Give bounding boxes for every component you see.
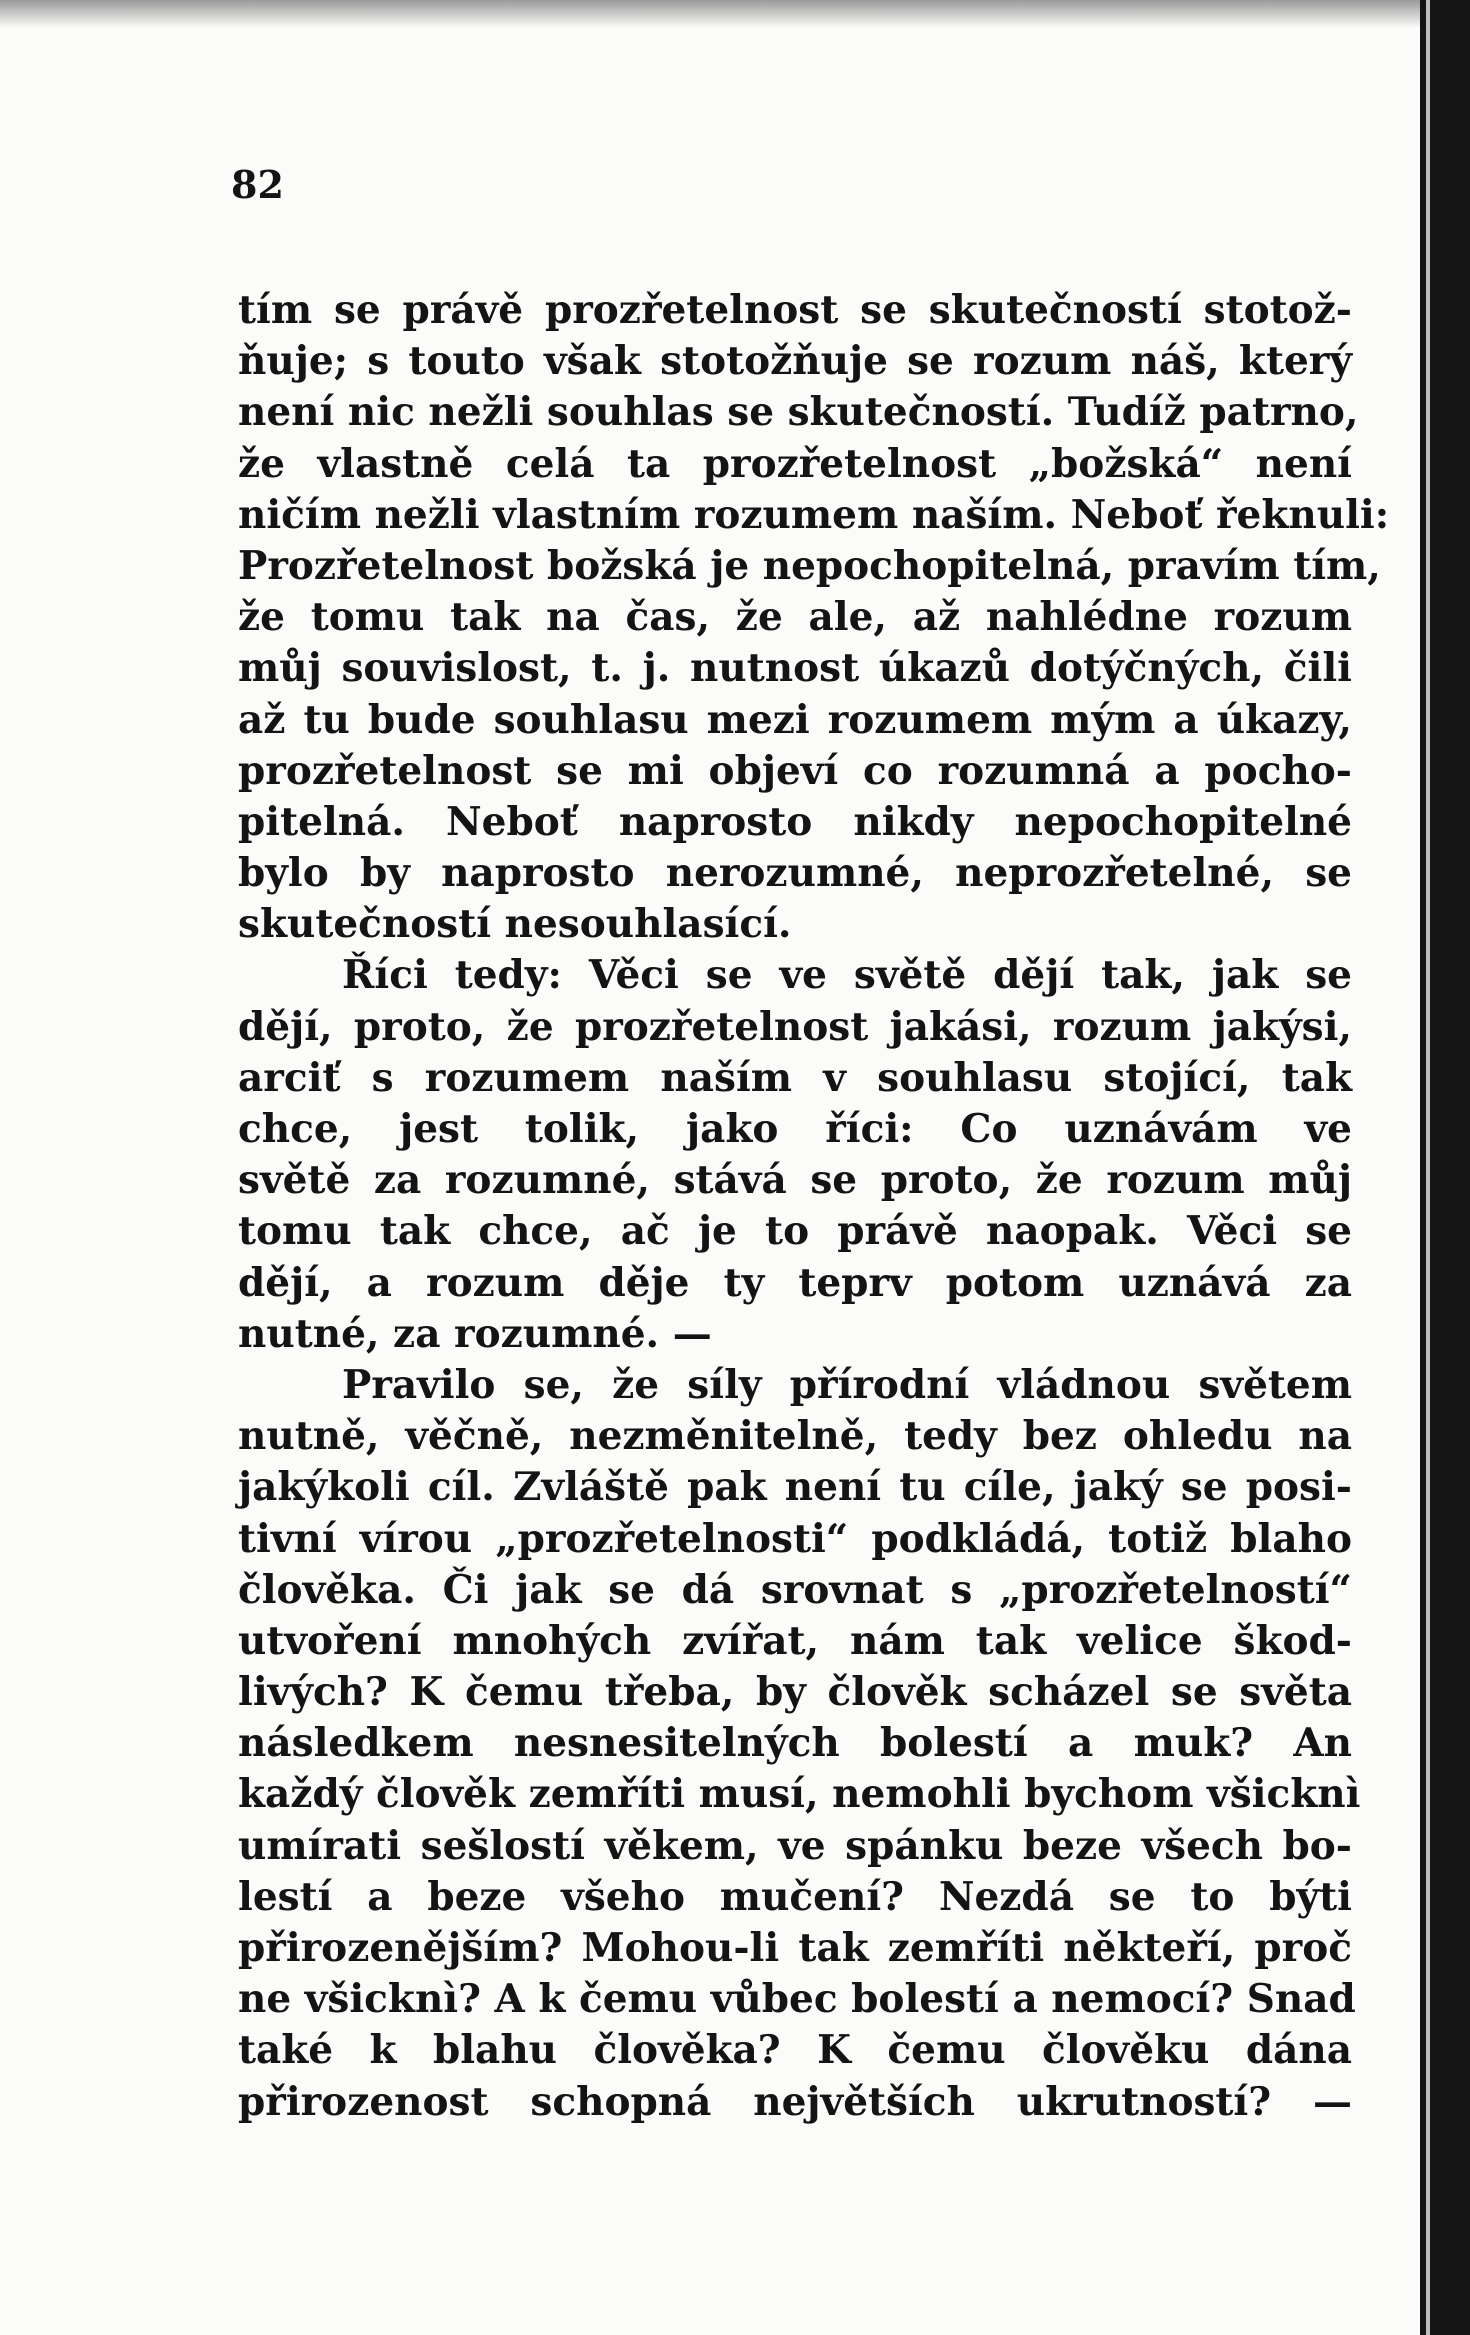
- text-line: že vlastně celá ta prozřetelnost „božská“ není: [238, 440, 1352, 487]
- text-line: nutné, za rozumné. —: [238, 1310, 712, 1357]
- text-line: jakýkoli cíl. Zvláště pak není tu cíle, jaký se posi-: [238, 1464, 1352, 1511]
- body-text: [238, 285, 1390, 2128]
- text-line: prozřetelnost se mi objeví co rozumná a pocho-: [238, 747, 1352, 794]
- spine-highlight: [1426, 0, 1430, 2335]
- text-line: chce, jest tolik, jako říci: Co uznávám ve: [238, 1106, 1352, 1152]
- text-line: můj souvislost, t. j. nutnost úkazů dotýčných, čili: [238, 645, 1352, 692]
- text-line: světě za rozumné, stává se proto, že rozum můj: [238, 1157, 1352, 1204]
- text-line: utvoření mnohých zvířat, nám tak velice škod-: [238, 1617, 1352, 1664]
- text-line: až tu bude souhlasu mezi rozumem mým a úkazy,: [238, 696, 1352, 743]
- text-line: člověka. Či jak se dá srovnat s „prozřetelností“: [238, 1566, 1352, 1613]
- text-line: skutečností nesouhlasící.: [238, 901, 792, 948]
- text-line: ňuje; s touto však stotožňuje se rozum náš, který: [238, 338, 1352, 385]
- text-line: bylo by naprosto nerozumné, neprozřetelné, se: [238, 850, 1352, 897]
- text-line: tivní vírou „prozřetelnosti“ podkládá, totiž blaho: [238, 1515, 1352, 1562]
- text-line: následkem nesnesitelných bolestí a muk? An: [238, 1720, 1352, 1767]
- text-line: umírati sešlostí věkem, ve spánku beze všech bo-: [238, 1822, 1352, 1869]
- text-line: arciť s rozumem naším v souhlasu stojící, tak: [238, 1054, 1352, 1101]
- text-line: lestí a beze všeho mučení? Nezdá se to býti: [238, 1873, 1352, 1920]
- text-line: také k blahu člověka? K čemu člověku dána: [238, 2027, 1352, 2074]
- text-line: tomu tak chce, ač je to právě naopak. Věci se: [238, 1208, 1352, 1255]
- text-line: každý člověk zemříti musí, nemohli bychom všicknì: [238, 1771, 1361, 1818]
- text-line: ničím nežli vlastním rozumem naším. Neboť řeknuli:: [238, 491, 1390, 538]
- text-line: není nic nežli souhlas se skutečností. Tudíž patrno,: [238, 389, 1359, 436]
- text-line: dějí, a rozum děje ty teprv potom uznává za: [238, 1259, 1352, 1306]
- text-line: tím se právě prozřetelnost se skutečností stotož-: [238, 287, 1352, 333]
- text-line: ne všicknì? A k čemu vůbec bolestí a nemocí? Snad: [238, 1976, 1356, 2023]
- page-number: 82: [231, 162, 284, 207]
- text-line: Říci tedy: Věci se ve světě dějí tak, jak se: [342, 952, 1352, 999]
- text-line: livých? K čemu třeba, by člověk scházel se světa: [238, 1669, 1352, 1716]
- text-line: přirozenějším? Mohou-li tak zemříti někteří, proč: [238, 1925, 1352, 1971]
- text-line: pitelná. Neboť naprosto nikdy nepochopitelné: [238, 798, 1352, 845]
- text-line: Prozřetelnost božská je nepochopitelná, pravím tím,: [238, 542, 1381, 589]
- scan-shadow: [0, 0, 1420, 28]
- text-line: přirozenost schopná největších ukrutností? —: [238, 2078, 1352, 2125]
- text-line: že tomu tak na čas, že ale, až nahlédne rozum: [238, 594, 1352, 641]
- text-line: dějí, proto, že prozřetelnost jakási, rozum jakýsi,: [238, 1003, 1352, 1050]
- text-line: nutně, věčně, nezměnitelně, tedy bez ohledu na: [238, 1413, 1352, 1460]
- text-line: Pravilo se, že síly přírodní vládnou světem: [342, 1361, 1352, 1408]
